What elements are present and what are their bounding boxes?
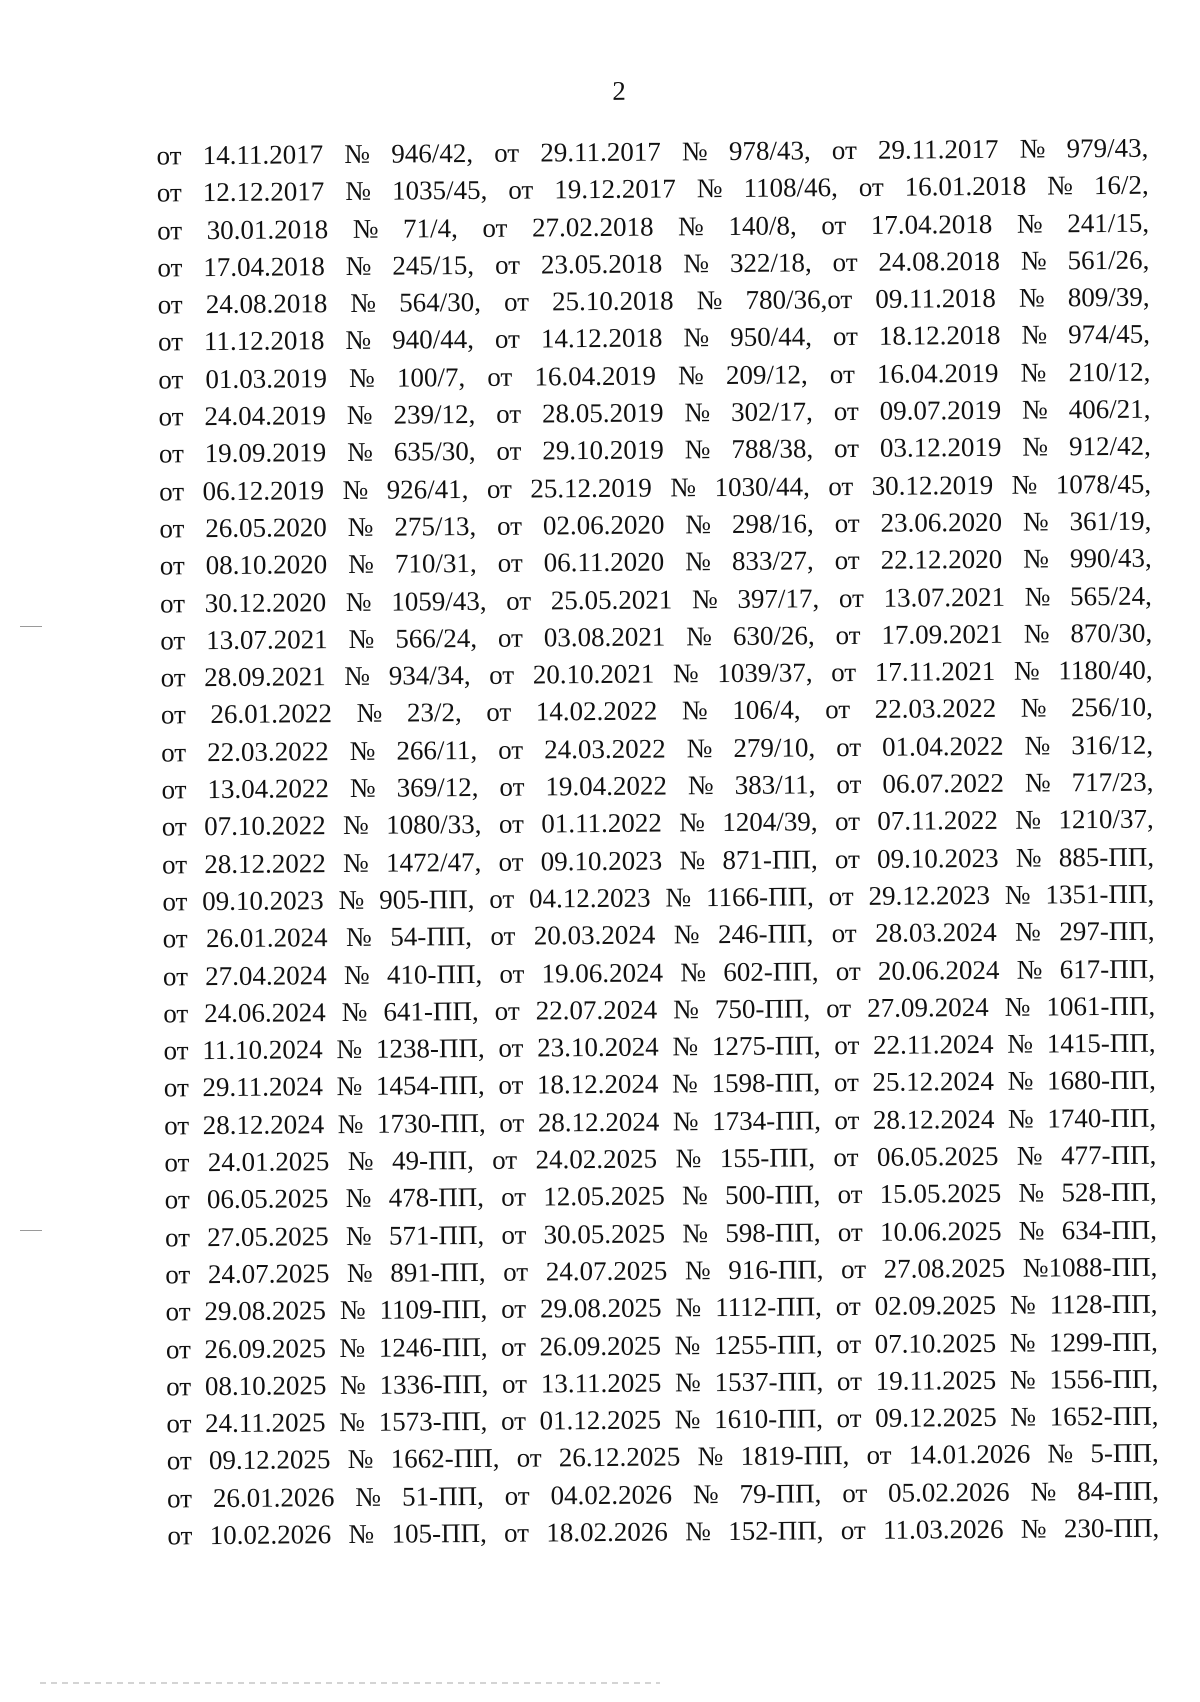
text-line: от 11.12.2018 № 940/44, от 14.12.2018 № 950/44, от 18.12.2018 № 974/45, <box>157 319 1151 357</box>
text-line: от 08.10.2020 № 710/31, от 06.11.2020 № 833/27, от 22.12.2020 № 990/43, <box>159 542 1152 581</box>
text-line: от 24.01.2025 № 49-ПП, от 24.02.2025 № 155-ПП, от 06.05.2025 № 477-ПП, <box>164 1139 1157 1178</box>
page-number: 2 <box>612 75 626 106</box>
text-line: от 24.11.2025 № 1573-ПП, от 01.12.2025 № 1610-ПП, от 09.12.2025 № 1652-ПП, <box>166 1400 1159 1439</box>
text-line: от 11.10.2024 № 1238-ПП, от 23.10.2024 № 1275-ПП, от 22.11.2024 № 1415-ПП, <box>163 1027 1156 1066</box>
text-line: от 01.03.2019 № 100/7, от 16.04.2019 № 209/12, от 16.04.2019 № 210/12, <box>158 356 1151 395</box>
text-line: от 28.12.2024 № 1730-ПП, от 28.12.2024 № 1734-ПП, от 28.12.2024 № 1740-ПП, <box>164 1102 1157 1141</box>
text-line: от 06.05.2025 № 478-ПП, от 12.05.2025 № 500-ПП, от 15.05.2025 № 528-ПП, <box>164 1176 1157 1215</box>
text-line: от 09.12.2025 № 1662-ПП, от 26.12.2025 № 1819-ПП, от 14.01.2026 № 5-ПП, <box>166 1438 1159 1476</box>
text-line: от 28.12.2022 № 1472/47, от 09.10.2023 № 871-ПП, от 09.10.2023 № 885-ПП, <box>161 841 1155 880</box>
text-line: от 26.01.2026 № 51-ПП, от 04.02.2026 № 79-ПП, от 05.02.2026 № 84-ПП, <box>166 1475 1160 1514</box>
text-line: от 14.11.2017 № 946/42, от 29.11.2017 № 978/43, от 29.11.2017 № 979/43, <box>156 132 1149 171</box>
text-line: от 27.04.2024 № 410-ПП, от 19.06.2024 № 602-ПП, от 20.06.2024 № 617-ПП, <box>162 953 1156 991</box>
text-line: от 29.11.2024 № 1454-ПП, от 18.12.2024 № 1598-ПП, от 25.12.2024 № 1680-ПП, <box>163 1065 1156 1103</box>
text-line: от 30.01.2018 № 71/4, от 27.02.2018 № 140/8, от 17.04.2018 № 241/15, <box>156 207 1150 246</box>
text-line: от 22.03.2022 № 266/11, от 24.03.2022 № 279/10, от 01.04.2022 № 316/12, <box>161 729 1154 768</box>
text-line: от 30.12.2020 № 1059/43, от 25.05.2021 № 397/17, от 13.07.2021 № 565/24, <box>159 580 1152 619</box>
text-line: от 17.04.2018 № 245/15, от 23.05.2018 № 322/18, от 24.08.2018 № 561/26, <box>157 244 1150 283</box>
text-line: от 19.09.2019 № 635/30, от 29.10.2019 № 788/38, от 03.12.2019 № 912/42, <box>158 431 1151 469</box>
text-line: от 28.09.2021 № 934/34, от 20.10.2021 № 1039/37, от 17.11.2021 № 1180/40, <box>160 654 1153 693</box>
text-line: от 09.10.2023 № 905-ПП, от 04.12.2023 № 1166-ПП, от 29.12.2023 № 1351-ПП, <box>162 878 1155 917</box>
text-line: от 06.12.2019 № 926/41, от 25.12.2019 № 1030/44, от 30.12.2019 № 1078/45, <box>159 468 1152 507</box>
text-line: от 26.09.2025 № 1246-ПП, от 26.09.2025 № 1255-ПП, от 07.10.2025 № 1299-ПП, <box>165 1326 1158 1364</box>
text-line: от 26.05.2020 № 275/13, от 02.06.2020 № 298/16, от 23.06.2020 № 361/19, <box>159 505 1152 544</box>
text-line: от 13.07.2021 № 566/24, от 03.08.2021 № 630/26, от 17.09.2021 № 870/30, <box>160 617 1153 656</box>
text-line: от 24.08.2018 № 564/30, от 25.10.2018 № 780/36,от 09.11.2018 № 809/39, <box>157 281 1150 320</box>
margin-mark <box>20 1230 42 1231</box>
margin-mark <box>20 626 42 627</box>
document-body <box>156 130 1159 1555</box>
text-line: от 07.10.2022 № 1080/33, от 01.11.2022 № 1204/39, от 07.11.2022 № 1210/37, <box>161 803 1154 842</box>
text-line: от 29.08.2025 № 1109-ПП, от 29.08.2025 № 1112-ПП, от 02.09.2025 № 1128-ПП, <box>165 1288 1158 1327</box>
text-line: от 26.01.2022 № 23/2, от 14.02.2022 № 106/4, от 22.03.2022 № 256/10, <box>160 692 1153 730</box>
text-line: от 12.12.2017 № 1035/45, от 19.12.2017 № 1108/46, от 16.01.2018 № 16/2, <box>156 169 1149 208</box>
text-line: от 26.01.2024 № 54-ПП, от 20.03.2024 № 246-ПП, от 28.03.2024 № 297-ПП, <box>162 915 1155 954</box>
scan-edge-noise <box>40 1682 660 1684</box>
text-line: от 24.06.2024 № 641-ПП, от 22.07.2024 № 750-ПП, от 27.09.2024 № 1061-ПП, <box>163 990 1156 1029</box>
text-line: от 08.10.2025 № 1336-ПП, от 13.11.2025 № 1537-ПП, от 19.11.2025 № 1556-ПП, <box>166 1363 1159 1402</box>
text-line: от 24.04.2019 № 239/12, от 28.05.2019 № 302/17, от 09.07.2019 № 406/21, <box>158 393 1151 432</box>
text-line: от 27.05.2025 № 571-ПП, от 30.05.2025 № 598-ПП, от 10.06.2025 № 634-ПП, <box>164 1214 1158 1253</box>
text-line: от 13.04.2022 № 369/12, от 19.04.2022 № 383/11, от 06.07.2022 № 717/23, <box>161 766 1154 805</box>
text-line: от 10.02.2026 № 105-ПП, от 18.02.2026 № 152-ПП, от 11.03.2026 № 230-ПП, <box>167 1512 1160 1551</box>
text-line: от 24.07.2025 № 891-ПП, от 24.07.2025 № 916-ПП, от 27.08.2025 №1088-ПП, <box>165 1251 1158 1290</box>
